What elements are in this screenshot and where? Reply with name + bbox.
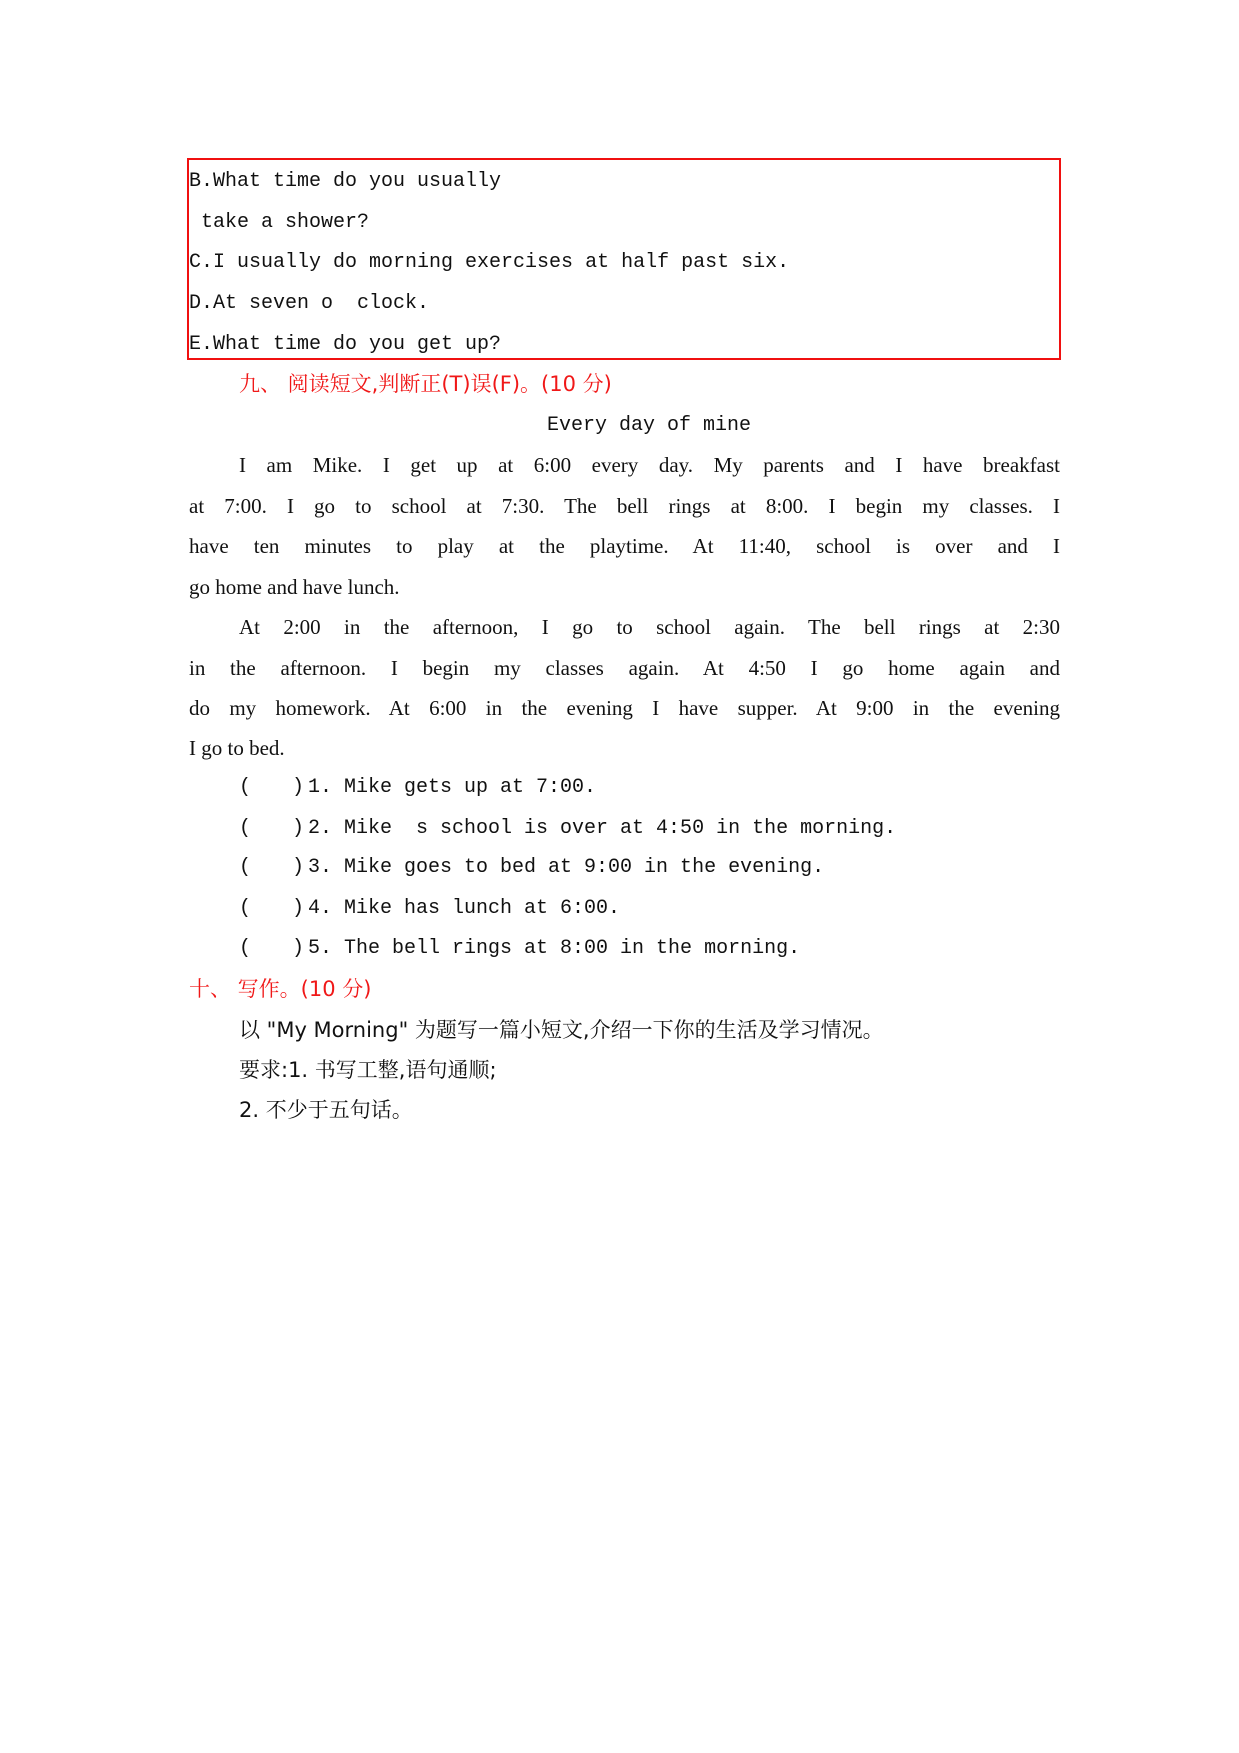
passage-line: I go to bed.: [189, 736, 285, 760]
answer-bracket-open[interactable]: (: [239, 817, 252, 840]
option-d: D.At seven o clock.: [189, 292, 430, 315]
answer-bracket-open[interactable]: (: [239, 856, 252, 879]
section10-heading: 十、 写作。(10 分): [189, 977, 372, 1001]
passage-line: At 2:00 in the afternoon, I go to school again. The bell rings at 2:30: [239, 615, 1060, 639]
option-b: B.What time do you usually: [189, 170, 502, 193]
question-text: 5. The bell rings at 8:00 in the morning.: [308, 937, 801, 960]
passage-line: in the afternoon. I begin my classes again. At 4:50 I go home again and: [189, 656, 1060, 680]
passage-line: I am Mike. I get up at 6:00 every day. My parents and I have breakfast: [239, 453, 1060, 477]
answer-bracket-open[interactable]: (: [239, 897, 252, 920]
passage-line: do my homework. At 6:00 in the evening I have supper. At 9:00 in the evening: [189, 696, 1060, 720]
section9-heading: 九、 阅读短文,判断正(T)误(F)。(10 分): [239, 372, 612, 396]
passage-line: at 7:00. I go to school at 7:30. The bell rings at 8:00. I begin my classes. I: [189, 494, 1060, 518]
option-e: E.What time do you get up?: [189, 333, 502, 356]
answer-bracket-close: ): [292, 937, 305, 960]
writing-requirement-2: 2. 不少于五句话。: [239, 1098, 413, 1122]
passage-line: have ten minutes to play at the playtime. At 11:40, school is over and I: [189, 534, 1060, 558]
option-b-cont: take a shower?: [189, 211, 370, 234]
writing-requirement-1: 要求:1. 书写工整,语句通顺;: [239, 1058, 497, 1082]
answer-bracket-open[interactable]: (: [239, 776, 252, 799]
question-text: 2. Mike s school is over at 4:50 in the morning.: [308, 817, 897, 840]
answer-bracket-close: ): [292, 897, 305, 920]
answer-bracket-close: ): [292, 817, 305, 840]
answer-bracket-close: ): [292, 776, 305, 799]
question-text: 4. Mike has lunch at 6:00.: [308, 897, 621, 920]
writing-prompt: 以 "My Morning" 为题写一篇小短文,介绍一下你的生活及学习情况。: [239, 1018, 884, 1042]
passage-title: Every day of mine: [546, 414, 752, 437]
answer-bracket-close: ): [292, 856, 305, 879]
option-c: C.I usually do morning exercises at half past six.: [189, 251, 790, 274]
question-text: 1. Mike gets up at 7:00.: [308, 776, 597, 799]
passage-line: go home and have lunch.: [189, 575, 400, 599]
answer-bracket-open[interactable]: (: [239, 937, 252, 960]
question-text: 3. Mike goes to bed at 9:00 in the evening.: [308, 856, 825, 879]
